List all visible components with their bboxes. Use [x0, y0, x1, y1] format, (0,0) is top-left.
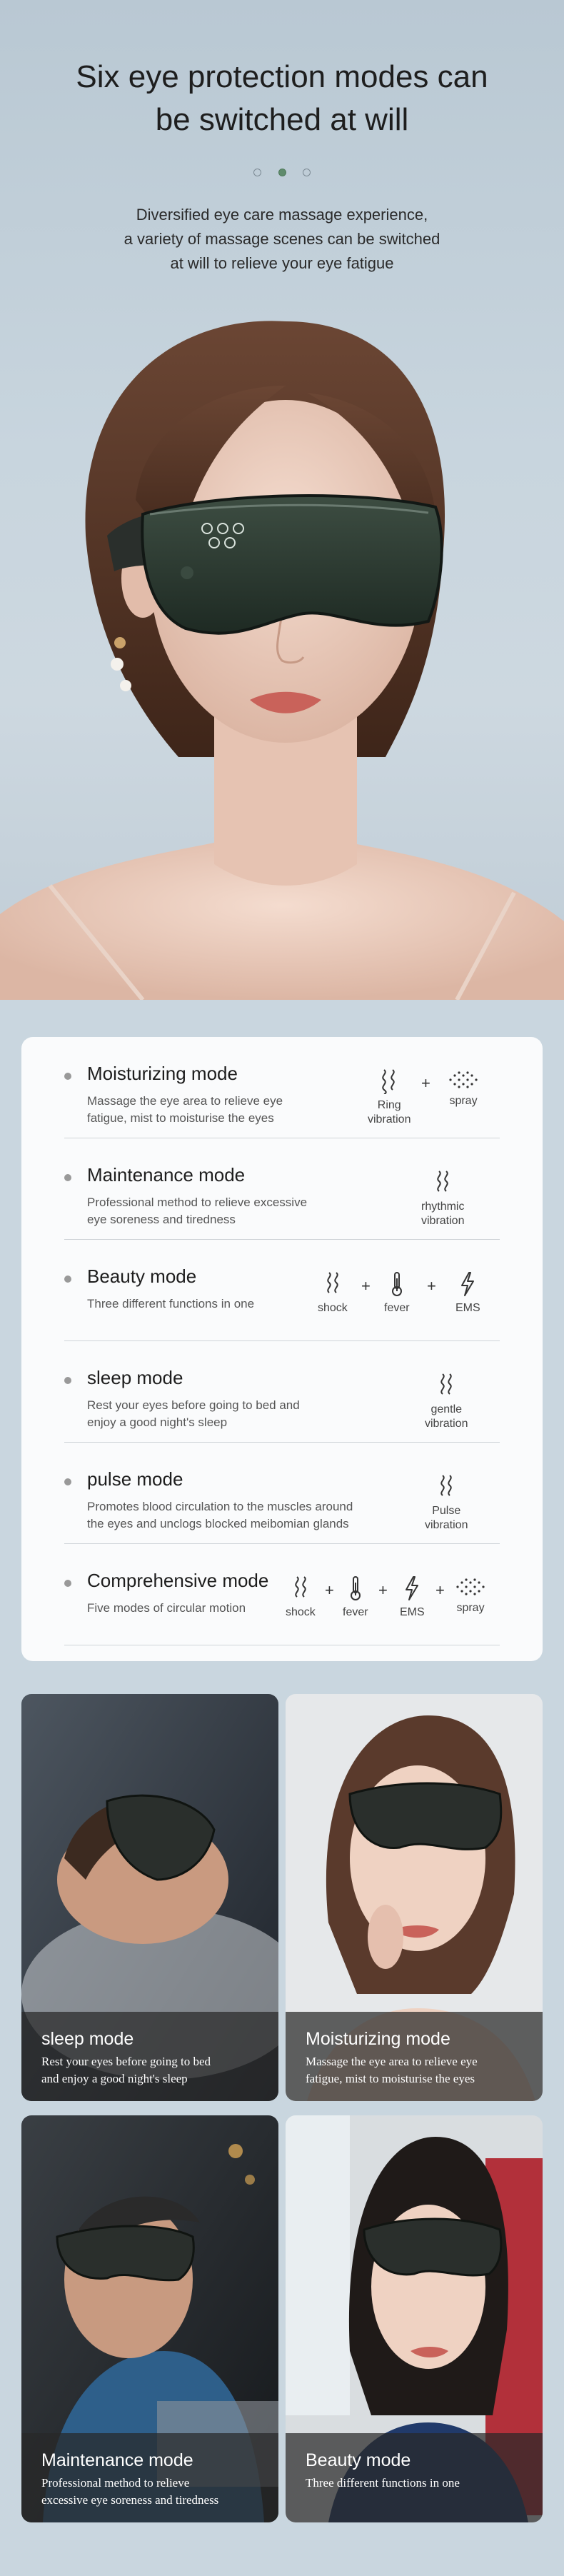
bullet-icon [64, 1478, 71, 1485]
function-ring-vibration [368, 1068, 411, 1127]
ring-vibration-icon [380, 1068, 398, 1094]
hero-subtitle-line-3: at will to relieve your eye fatigue [170, 254, 394, 272]
mode-row-comprehensive [43, 1544, 500, 1645]
function-label: Pulse [432, 1505, 461, 1517]
function-gentle-vibration [425, 1373, 468, 1431]
tile-description-line: Three different functions in one [306, 2476, 460, 2490]
mode-description [87, 1093, 358, 1127]
tile-description [41, 2053, 266, 2088]
vibration-icon [437, 1373, 455, 1398]
function-label: EMS [400, 1606, 425, 1618]
mode-description-line: enjoy a good night's sleep [87, 1415, 228, 1429]
vibration-icon [433, 1170, 452, 1196]
hero-title-line-2: be switched at will [155, 102, 409, 137]
mode-description-line: fatigue, mist to moisturise the eyes [87, 1111, 274, 1125]
dot-icon [253, 169, 261, 176]
tile-caption [21, 2433, 278, 2522]
mode-row-sleep [43, 1341, 500, 1443]
mode-title: pulse mode [87, 1468, 183, 1490]
tile-title: Moisturizing mode [306, 2029, 450, 2049]
bullet-icon [64, 1174, 71, 1181]
hero-subtitle [68, 203, 496, 276]
mode-title: Maintenance mode [87, 1164, 246, 1186]
mode-description-line: Rest your eyes before going to bed and [87, 1398, 300, 1412]
function-label: fever [384, 1302, 410, 1314]
mode-description [87, 1600, 287, 1617]
mode-row-beauty [43, 1240, 500, 1341]
tile-description-line: fatigue, mist to moisturise the eyes [306, 2072, 475, 2085]
function-label: vibration [425, 1519, 468, 1531]
tile-caption [286, 2433, 543, 2522]
function-fever [384, 1271, 410, 1315]
function-label: shock [286, 1606, 316, 1618]
mode-description [87, 1498, 401, 1533]
function-pulse-vibration [425, 1474, 468, 1533]
function-label: shock [318, 1302, 348, 1314]
plus-sign: + [427, 1277, 436, 1295]
mode-title: sleep mode [87, 1367, 183, 1388]
mode-row-moisturizing [43, 1037, 500, 1138]
tile-title: Beauty mode [306, 2450, 411, 2470]
plus-sign: + [435, 1581, 445, 1599]
function-fever [343, 1575, 368, 1620]
function-spray [453, 1575, 488, 1615]
function-label: Ring [377, 1099, 401, 1111]
plus-sign: + [325, 1581, 334, 1599]
mode-title: Comprehensive mode [87, 1570, 269, 1591]
tile-description-line: Professional method to relieve [41, 2476, 190, 2490]
dot-icon-active [278, 169, 286, 176]
mode-row-maintenance [43, 1138, 500, 1240]
model-with-eye-massager-image [0, 300, 564, 1000]
mode-description-line: Professional method to relieve excessive [87, 1196, 308, 1209]
function-spray [446, 1068, 480, 1108]
function-shock [286, 1575, 316, 1620]
mode-description-line: Five modes of circular motion [87, 1601, 246, 1615]
function-shock [318, 1271, 348, 1315]
tile-maintenance-mode [21, 2115, 278, 2522]
tile-title: Maintenance mode [41, 2450, 193, 2470]
hero-title [0, 56, 564, 141]
mode-description [87, 1397, 358, 1431]
vibration-icon [437, 1474, 455, 1500]
spray-icon [446, 1068, 480, 1090]
function-rhythmic-vibration [421, 1170, 464, 1228]
hero-subtitle-line-1: Diversified eye care massage experience, [136, 206, 428, 224]
plus-sign: + [361, 1277, 371, 1295]
plus-sign: + [378, 1581, 388, 1599]
function-label: spray [449, 1095, 478, 1107]
spray-icon [453, 1575, 488, 1597]
bullet-icon [64, 1377, 71, 1384]
mode-title: Beauty mode [87, 1266, 197, 1287]
function-label: rhythmic [421, 1201, 465, 1213]
mode-description-line: the eyes and unclogs blocked meibomian glands [87, 1517, 349, 1530]
function-label: spray [456, 1602, 485, 1614]
tile-caption [21, 2012, 278, 2101]
tile-description [306, 2053, 530, 2088]
function-label: vibration [425, 1418, 468, 1430]
mode-description-line: Massage the eye area to relieve eye [87, 1094, 283, 1108]
thermometer-icon [389, 1271, 405, 1297]
function-label: EMS [455, 1302, 480, 1314]
tile-moisturizing-mode [286, 1694, 543, 2101]
tile-description-line: Rest your eyes before going to bed [41, 2055, 211, 2068]
dot-icon [303, 169, 311, 176]
lightning-icon [459, 1271, 476, 1297]
tile-title: sleep mode [41, 2029, 134, 2049]
tile-description-line: excessive eye soreness and tiredness [41, 2493, 219, 2507]
mode-description-line: eye soreness and tiredness [87, 1213, 236, 1226]
mode-row-pulse [43, 1443, 500, 1544]
mode-description [87, 1194, 358, 1228]
bullet-icon [64, 1073, 71, 1080]
mode-description-line: Promotes blood circulation to the muscles around [87, 1500, 353, 1513]
bullet-icon [64, 1276, 71, 1283]
hero-title-line-1: Six eye protection modes can [76, 59, 488, 94]
function-label: fever [343, 1606, 368, 1618]
bullet-icon [64, 1580, 71, 1587]
plus-sign: + [421, 1074, 430, 1092]
shock-icon [291, 1575, 310, 1601]
function-label: vibration [368, 1113, 411, 1126]
hero-section [0, 0, 564, 1000]
hero-subtitle-line-2: a variety of massage scenes can be switched [124, 230, 440, 248]
thermometer-icon [348, 1575, 363, 1601]
mode-title: Moisturizing mode [87, 1063, 238, 1084]
tile-caption [286, 2012, 543, 2101]
shock-icon [323, 1271, 342, 1297]
tile-description-line: and enjoy a good night's sleep [41, 2072, 188, 2085]
decorative-dots [253, 169, 311, 179]
tile-description [306, 2475, 530, 2492]
tile-description [41, 2475, 266, 2509]
function-label: vibration [421, 1215, 465, 1227]
tile-beauty-mode [286, 2115, 543, 2522]
mode-description-line: Three different functions in one [87, 1297, 255, 1310]
function-ems [455, 1271, 480, 1315]
tile-description-line: Massage the eye area to relieve eye [306, 2055, 478, 2068]
tile-sleep-mode [21, 1694, 278, 2101]
function-label: gentle [430, 1403, 463, 1415]
lightning-icon [403, 1575, 421, 1601]
function-ems [400, 1575, 425, 1620]
